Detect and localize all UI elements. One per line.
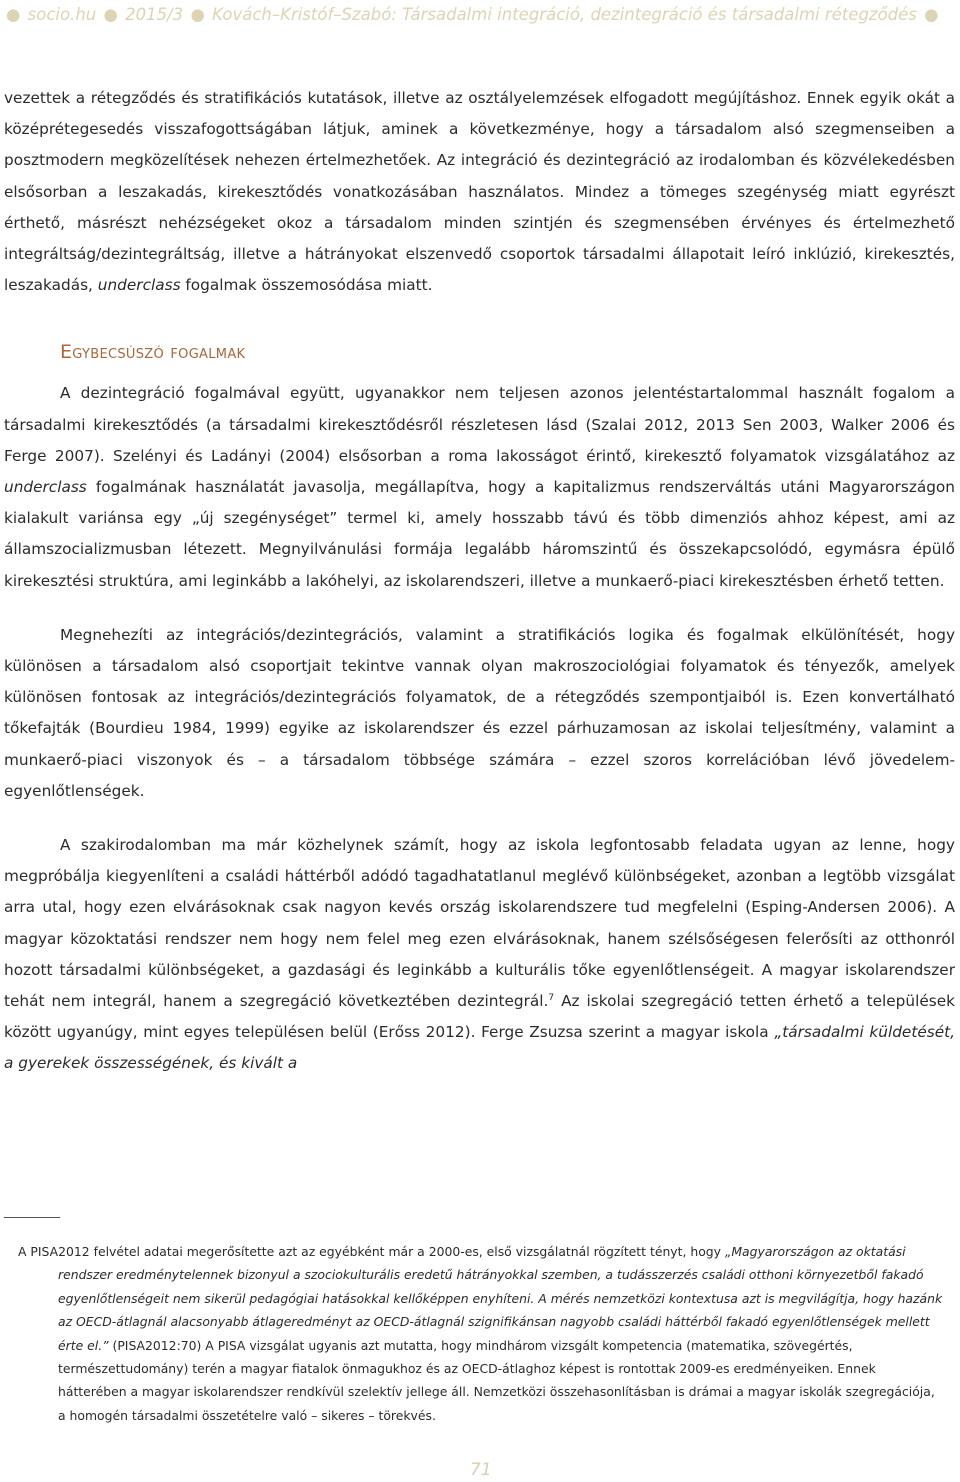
footnote: A PISA2012 felvétel adatai megerősítette azt az egyébként már a 2000-es, első vizsgálatnál rögzített tényt, hogy „Magyarországon az oktatási rendszer eredménytelennek bizonyul a szociokulturális eredetű hátrányokkal szemben, a tudásszerzés családi otthoni környezetből fakadó egyenlőtlenségeit nem sikerül pedagógiai hatásokkal kellőképpen enyhíteni. A mérés nemzetközi kontextusa azt is megvilágítja, hogy hazánk az OECD-átlagnál alacsonyabb átlageredményt az OECD-átlagnál szignifikánsan nagyobb családi háttérből fakadó egyenlőtlenségek mellett érte el.” (PISA2012:70) A PISA vizsgálat ugyanis azt mutatta, hogy mindhárom vizsgált kompetencia (matematika, szövegértés, természettudomány) terén a magyar fiatalok önmagukhoz és az OECD-átlaghoz képest is rontottak 2009-es eredményeiken. Ennek hátterében a magyar iskolarendszer rendkívül szelektív jellege áll. Nemzetközi összehasonlításban is drámai a magyar iskolák szegregációja, a homogén társadalmi összetételre való – sikeres – törekvés. [4, 1240, 944, 1427]
paragraph-2: A dezintegráció fogalmával együtt, ugyanakkor nem teljesen azonos jelentéstartalommal használt fogalom a társadalmi kirekesztődés (a társadalmi kirekesztődésről részletesen lásd (Szalai 2012, 2013 Sen 2003, Walker 2006 és Ferge 2007). Szelényi és Ladányi (2004) elsősorban a roma lakosságot érintő, kirekesztő folyamatok vizsgálatához az underclass fogalmának használatát javasolja, megállapítva, hogy a kapitalizmus rendszerváltás utáni Magyarországon kialakult variánsa egy „új szegénységet” termel ki, amely hosszabb távú és több dimenziós ahhoz képest, ami az államszocializmusban létezett. Megnyilvánulási formája legalább háromszintű és összekapcsolódó, egymásra épülő kirekesztési struktúra, ami leginkább a lakóhelyi, az iskolarendszeri, illetve a munkaerő-piaci kirekesztésben érhető tetten. [4, 384, 955, 590]
section-heading: Egybecsúszó fogalmak [60, 341, 246, 364]
footnote-separator [4, 1217, 60, 1218]
paragraph-4: A szakirodalomban ma már közhelynek számít, hogy az iskola legfontosabb feladata ugyan az lenne, hogy megpróbálja kiegyenlíteni a családi háttérből adódó tagadhatatlanul meglévő különbségeket, azonban a legtöbb vizsgálat arra utal, hogy ezen elvárásoknak csak nagyon kevés ország iskolarendszere tud megfelelni (Esping-Andersen 2006). A magyar közoktatási rendszer nem hogy nem felel meg ezen elvárásoknak, hanem szélsőségesen felerősíti az otthonról hozott társadalmi különbségeket, a gazdasági és leginkább a kulturális tőke egyenlőtlenségeit. A magyar iskolarendszer tehát nem integrál, hanem a szegregáció következtében dezintegrál.$^7$ Az iskolai szegregáció tetten érhető a települések között ugyanúgy, mint egyes településen belül (Erőss 2012). Ferge Zsuzsa szerint a magyar iskola „társadalmi küldetését, a gyerekek összességének, és kivált a [4, 836, 955, 1073]
bullet-icon: ● [103, 5, 118, 24]
paragraph-3: Megnehezíti az integrációs/dezintegrációs, valamint a stratifikációs logika és fogalmak elkülönítését, hogy különösen a társadalom alsó csoportjait tekintve vannak olyan makroszociológiai folyamatok és tényezők, amelyek különösen fontosak az integrációs/dezintegrációs folyamatok, de a rétegződés szempontjaiból is. Ezen konvertálható tőkefajták (Bourdieu 1984, 1999) egyike az iskolarendszer és ezzel párhuzamosan az iskolai teljesítmény, valamint a munkaerő-piaci viszonyok és – a társadalom többsége számára – ezzel szoros korrelációban lévő jövedelem-egyenlőtlenségek. [4, 625, 955, 800]
footnote-ref[interactable]: 7 [548, 992, 555, 1003]
article-body [4, 83, 955, 1080]
bullet-icon: ● [924, 5, 939, 24]
running-header [4, 2, 956, 28]
footnote-number [4, 1240, 18, 1263]
header-issue: 2015/3 [125, 5, 184, 24]
paragraph-1: vezettek a rétegződés és stratifikációs kutatások, illetve az osztályelemzések elfogadott megújításhoz. Ennek egyik okát a középrétegesedés visszafogottságában látjuk, aminek a következménye, hogy a társadalom alsó szegmenseiben a posztmodern megközelítések nehezen értelmezhetőek. Az integráció és dezintegráció az irodalomban és közvélekedésben elsősorban a leszakadás, kirekesztődés vonatkozásában használatos. Mindez a tömeges szegénység miatt egyrészt érthető, másrészt nehézségeket okoz a társadalom minden szintjén és szegmensében érvényes és értelmezhető integráltság/dezintegráltság, illetve a hátrányokat elszenvedő csoportok társadalmi állapotait leíró inklúzió, kirekesztés, leszakadás, underclass fogalmak összemosódása miatt. [4, 89, 955, 295]
page-number: 71 [470, 1460, 492, 1480]
bullet-icon: ● [190, 5, 205, 24]
header-citation: Kovách–Kristóf–Szabó: Társadalmi integráció, dezintegráció és társadalmi rétegződés [212, 5, 917, 24]
bullet-icon: ● [6, 5, 21, 24]
header-site: socio.hu [27, 5, 97, 24]
